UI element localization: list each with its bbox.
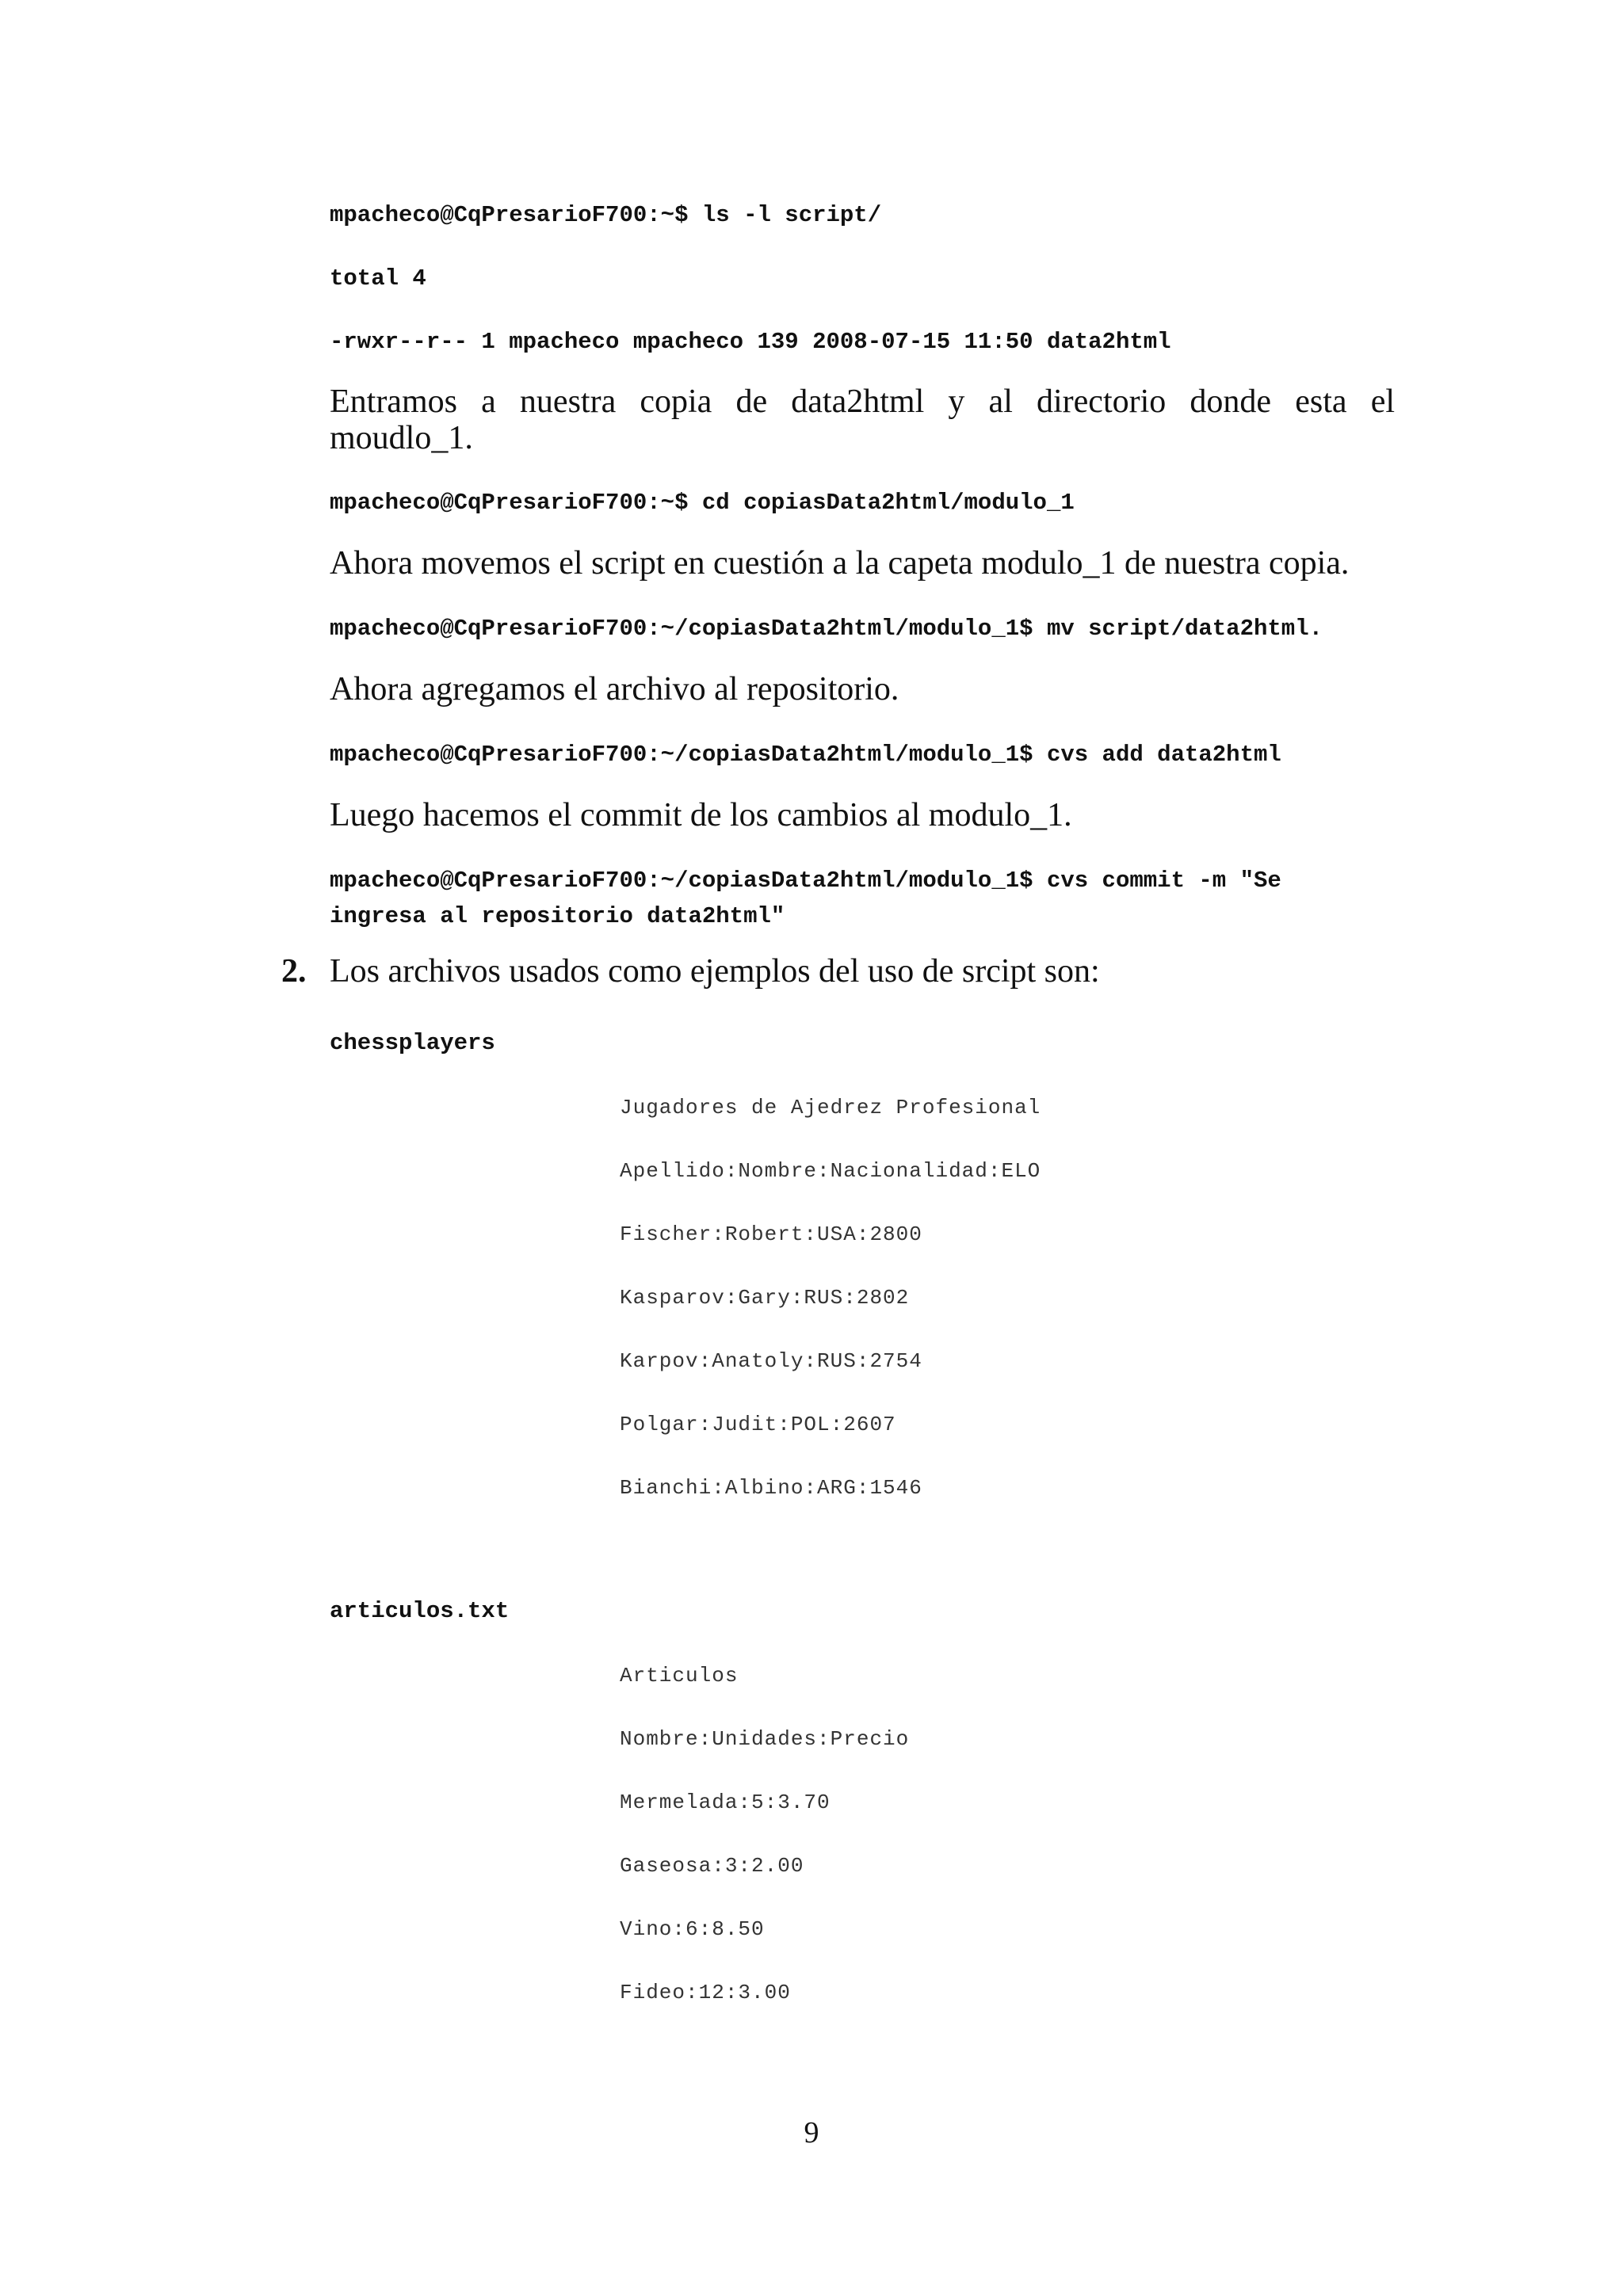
command-mv: mpacheco@CqPresarioF700:~/copiasData2html/modulo_1$ mv script/data2html. [330,616,1323,642]
output-total: total 4 [330,265,426,292]
paragraph-entramos-cont: moudlo_1. [330,420,473,456]
file-line: Fideo:12:3.00 [620,1981,791,2004]
file-line: Bianchi:Albino:ARG:1546 [620,1476,922,1500]
page-number: 9 [804,2116,819,2149]
file-line: Mermelada:5:3.70 [620,1791,831,1814]
command-cvs-add: mpacheco@CqPresarioF700:~/copiasData2html/modulo_1$ cvs add data2html [330,742,1281,768]
paragraph-commit: Luego hacemos el commit de los cambios al modulo_1. [330,797,1072,833]
command-cvs-commit-line-2: ingresa al repositorio data2html" [330,903,785,929]
list-item-number: 2. [281,953,307,990]
file-line: Articulos [620,1664,739,1688]
command-cd: mpacheco@CqPresarioF700:~$ cd copiasData2html/modulo_1 [330,490,1075,516]
file-name-articulos: articulos.txt [330,1598,510,1624]
list-item-text: Los archivos usados como ejemplos del uso de srcipt son: [330,953,1100,990]
file-line: Vino:6:8.50 [620,1917,765,1941]
file-contents-chessplayers [620,1092,1041,1535]
paragraph-entramos: Entramos a nuestra copia de data2html y al directorio donde esta el [330,383,1395,420]
file-line: Fischer:Robert:USA:2800 [620,1222,922,1246]
command-cvs-commit-line-1: mpacheco@CqPresarioF700:~/copiasData2html/modulo_1$ cvs commit -m "Se [330,868,1281,894]
file-line: Gaseosa:3:2.00 [620,1854,804,1878]
file-line: Apellido:Nombre:Nacionalidad:ELO [620,1159,1041,1183]
paragraph-movemos: Ahora movemos el script en cuestión a la capeta modulo_1 de nuestra copia. [330,545,1350,582]
file-contents-articulos [620,1660,909,2040]
file-line: Kasparov:Gary:RUS:2802 [620,1286,910,1310]
file-line: Jugadores de Ajedrez Profesional [620,1096,1041,1119]
paragraph-agregamos: Ahora agregamos el archivo al repositorio. [330,671,899,707]
file-line: Karpov:Anatoly:RUS:2754 [620,1349,922,1373]
file-line: Polgar:Judit:POL:2607 [620,1413,896,1436]
file-name-chessplayers: chessplayers [330,1030,495,1056]
output-listing: -rwxr--r-- 1 mpacheco mpacheco 139 2008-07-15 11:50 data2html [330,329,1171,355]
command-ls: mpacheco@CqPresarioF700:~$ ls -l script/ [330,202,882,228]
file-line: Nombre:Unidades:Precio [620,1727,910,1751]
